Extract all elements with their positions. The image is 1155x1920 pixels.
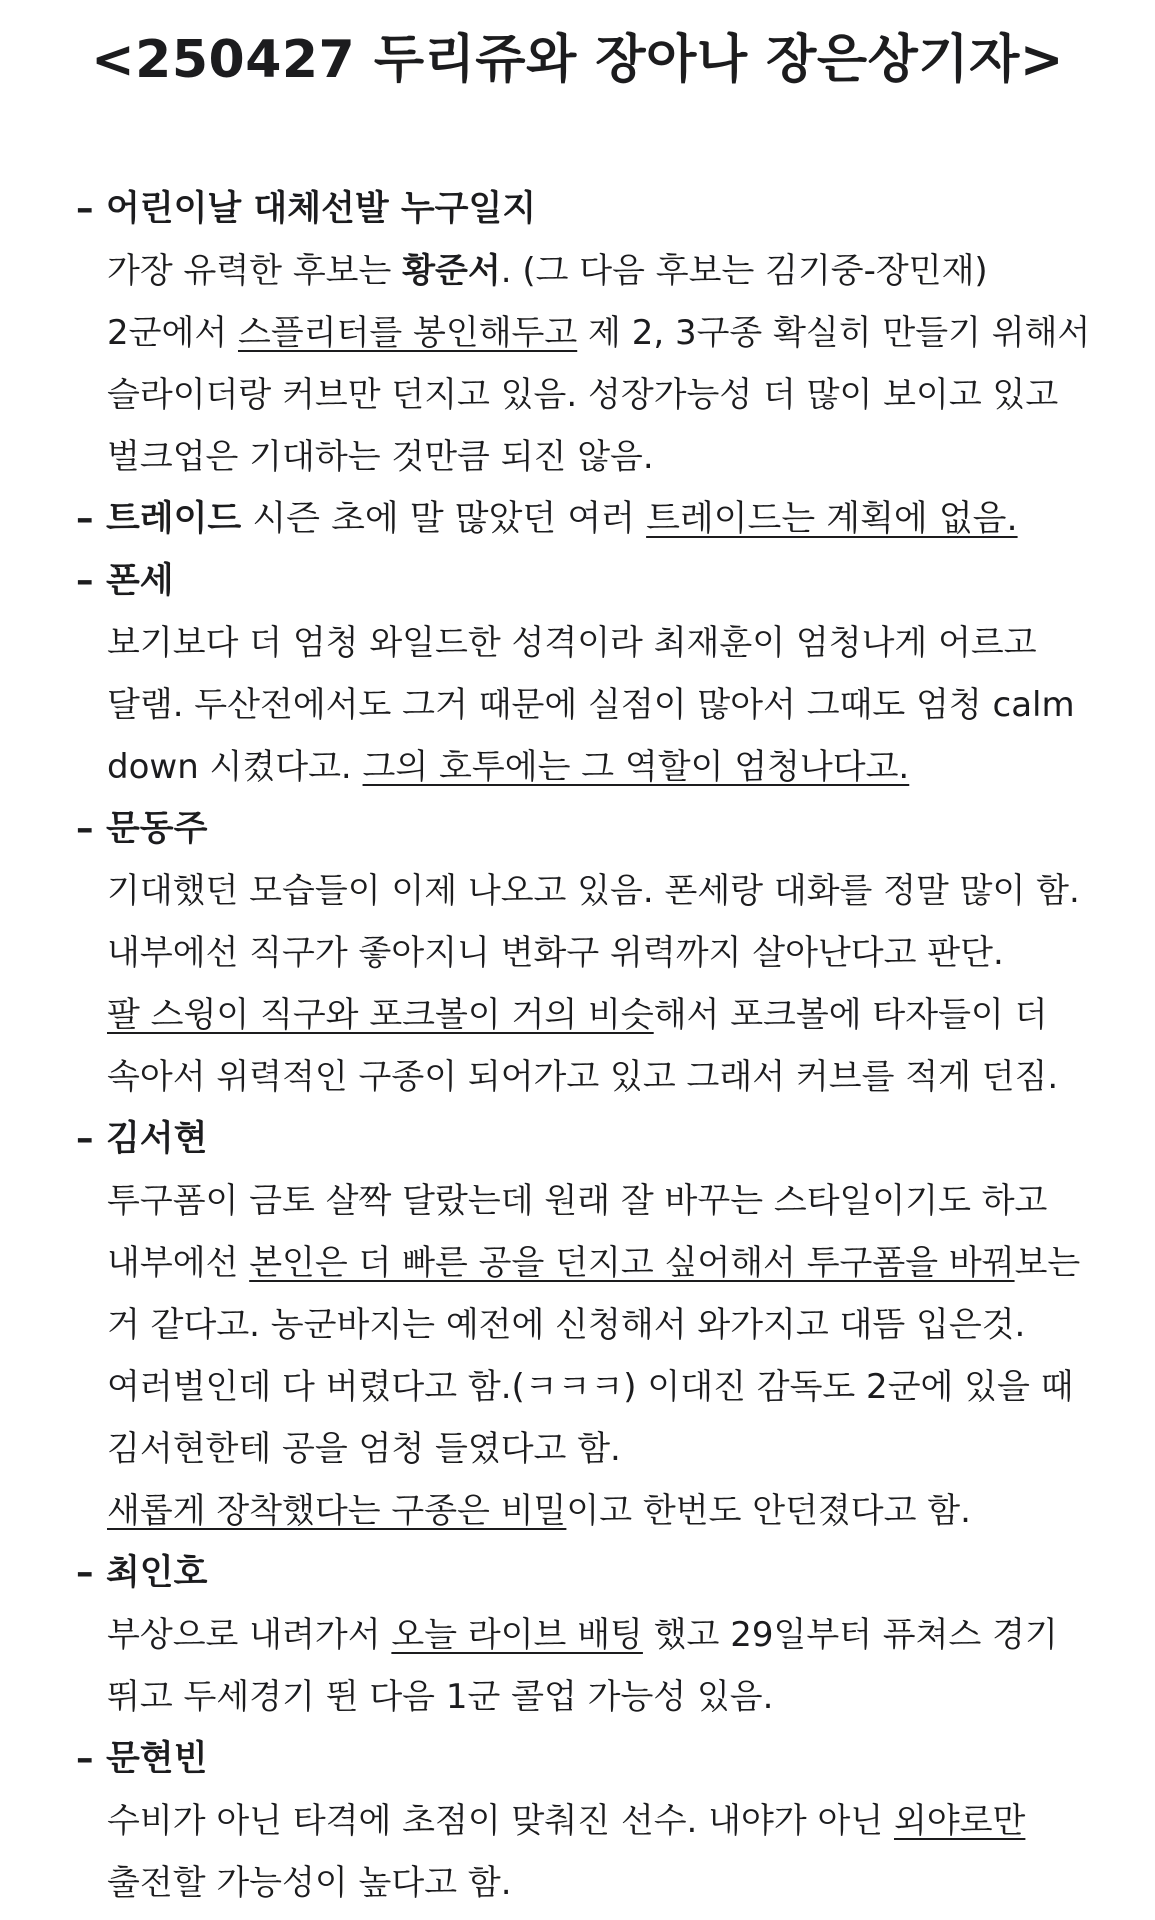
dash-bullet: – <box>76 561 94 601</box>
dash-bullet: – <box>76 189 94 229</box>
page-title: <250427 두리쥬와 장아나 장은상기자> <box>91 30 1064 90</box>
text-line: 새롭게 장착했다는 구종은 비밀이고 한번도 안던졌다고 함. <box>107 1491 971 1531</box>
section-heading-moon-dongju <box>76 798 1136 860</box>
heading-text: 최인호 <box>106 1553 208 1593</box>
dash-bullet: – <box>76 499 94 539</box>
heading-text: 김서현 <box>106 1119 208 1159</box>
dash-bullet: – <box>76 1739 94 1779</box>
heading-rest-text: 시즌 초에 말 많았던 여러 <box>241 499 647 539</box>
text-line: 투구폼이 금토 살짝 달랐는데 원래 잘 바꾸는 스타일이기도 하고 <box>107 1181 1048 1221</box>
section-heading-ponce <box>76 550 1136 612</box>
underlined-text: 새롭게 장착했다는 구종은 비밀 <box>107 1491 567 1531</box>
text-line: 출전할 가능성이 높다고 함. <box>107 1863 512 1903</box>
section-heading-substitute-starter <box>76 178 1136 240</box>
underlined-text: 그의 호투에는 그 역할이 엄청나다고. <box>362 747 910 787</box>
text-line: 김서현한테 공을 엄청 들였다고 함. <box>107 1429 621 1469</box>
underlined-text: 외야로만 <box>894 1801 1026 1841</box>
section-heading-moon-hyunbin <box>76 1728 1136 1790</box>
dash-bullet: – <box>76 809 94 849</box>
text-line: 속아서 위력적인 구종이 되어가고 있고 그래서 커브를 적게 던짐. <box>107 1057 1059 1097</box>
text-line: 수비가 아닌 타격에 초점이 맞춰진 선수. 내야가 아닌 외야로만 <box>107 1801 1026 1841</box>
underlined-text: 팔 스윙이 직구와 포크볼이 거의 비슷 <box>107 995 654 1035</box>
dash-bullet: – <box>76 1553 94 1593</box>
underlined-text: 오늘 라이브 배팅 <box>391 1615 643 1655</box>
section-heading-kim-seohyun <box>76 1108 1136 1170</box>
text-line: 부상으로 내려가서 오늘 라이브 배팅 했고 29일부터 퓨쳐스 경기 <box>107 1615 1058 1655</box>
text-line: 여러벌인데 다 버렸다고 함.(ㅋㅋㅋ) 이대진 감독도 2군에 있을 때 <box>107 1367 1074 1407</box>
text-line: 2군에서 스플리터를 봉인해두고 제 2, 3구종 확실히 만들기 위해서 <box>107 313 1091 353</box>
section-heading-trade <box>76 488 1136 550</box>
text-line: 기대했던 모습들이 이제 나오고 있음. 폰세랑 대화를 정말 많이 함. <box>107 871 1080 911</box>
text-line: 달램. 두산전에서도 그거 때문에 실점이 많아서 그때도 엄청 calm <box>107 685 1075 725</box>
dash-bullet: – <box>76 1119 94 1159</box>
text-line: 팔 스윙이 직구와 포크볼이 거의 비슷해서 포크볼에 타자들이 더 <box>107 995 1048 1035</box>
text-line: 보기보다 더 엄청 와일드한 성격이라 최재훈이 엄청나게 어르고 <box>107 623 1037 663</box>
heading-text: 폰세 <box>106 561 174 601</box>
underlined-text: 스플리터를 봉인해두고 <box>237 313 578 353</box>
text-line: down 시켰다고. 그의 호투에는 그 역할이 엄청나다고. <box>107 747 910 787</box>
underlined-text: 본인은 더 빠른 공을 던지고 싶어해서 투구폼을 바꿔 <box>249 1243 1015 1283</box>
article-body <box>76 178 1136 1914</box>
heading-text: 어린이날 대체선발 누구일지 <box>106 189 537 229</box>
underlined-text: 트레이드는 계획에 없음. <box>646 499 1018 539</box>
section-heading-choi-inho <box>76 1542 1136 1604</box>
text-line: 슬라이더랑 커브만 던지고 있음. 성장가능성 더 많이 보이고 있고 <box>107 375 1059 415</box>
bold-text: 황준서 <box>402 251 501 291</box>
heading-text: 문동주 <box>106 809 208 849</box>
text-line: 뛰고 두세경기 뛴 다음 1군 콜업 가능성 있음. <box>107 1677 774 1717</box>
heading-text: 문현빈 <box>106 1739 208 1779</box>
text-line: 거 같다고. 농군바지는 예전에 신청해서 와가지고 대뜸 입은것. <box>107 1305 1026 1345</box>
heading-text: 트레이드 <box>106 499 242 539</box>
text-line: 내부에선 본인은 더 빠른 공을 던지고 싶어해서 투구폼을 바꿔보는 <box>107 1243 1081 1283</box>
text-line: 벌크업은 기대하는 것만큼 되진 않음. <box>107 437 654 477</box>
text-line: 가장 유력한 후보는 황준서. (그 다음 후보는 김기중-장민재) <box>107 251 988 291</box>
text-line: 내부에선 직구가 좋아지니 변화구 위력까지 살아난다고 판단. <box>107 933 1004 973</box>
